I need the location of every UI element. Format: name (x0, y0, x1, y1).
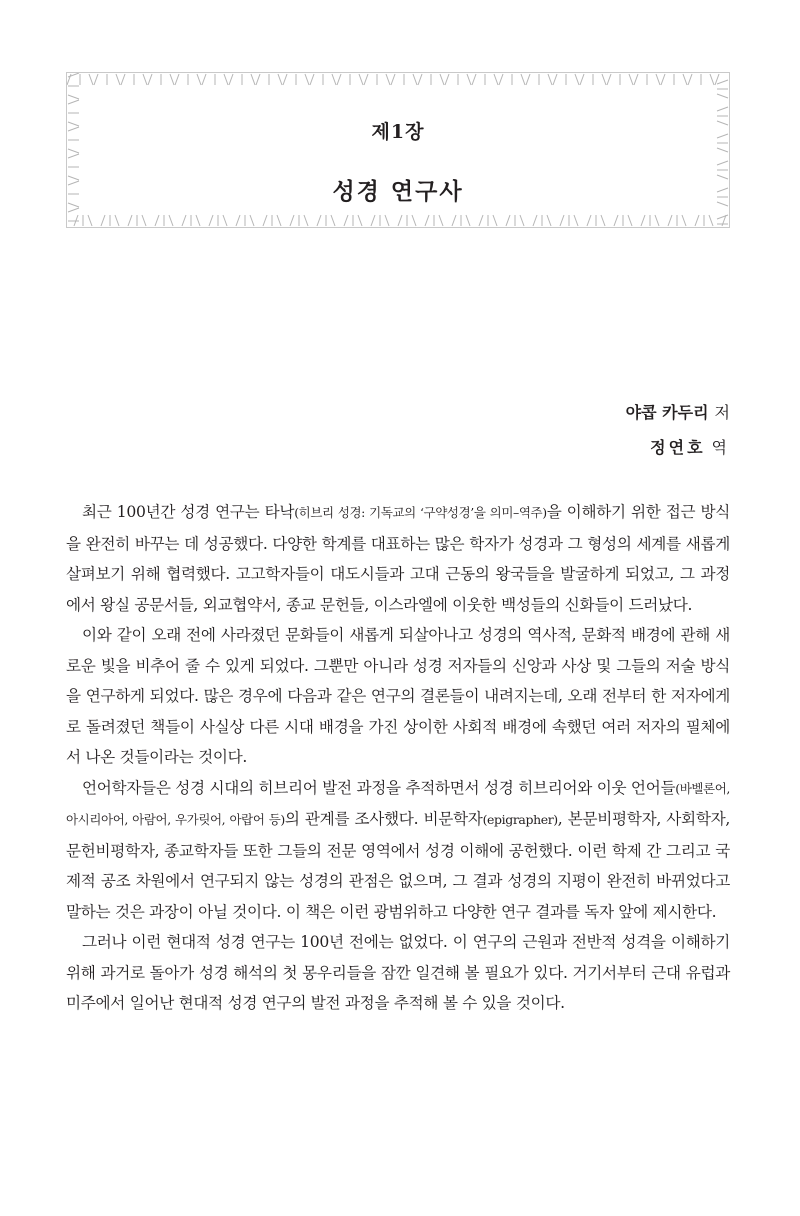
chapter-title: 성경 연구사 (332, 178, 464, 205)
paragraph-1-text-a: 최근 100년간 성경 연구는 타낙 (82, 503, 295, 521)
paragraph-3-note: (바벨론어, 아시리아어, 아람어, 우가릿어, 아랍어 등) (66, 780, 730, 827)
paragraph-3-text-a: 언어학자들은 성경 시대의 히브리어 발전 과정을 추적하면서 성경 히브리어와 이웃 언어들 (82, 778, 676, 797)
author-role: 저 (714, 403, 730, 422)
author-name: 야콥 카두리 (625, 403, 709, 422)
paragraph-1-note: (히브리 성경: 기독교의 ‘구약성경’을 의미–역주) (294, 505, 547, 520)
chapter-number: 제1장 (371, 121, 425, 143)
paragraph-2: 이와 같이 오래 전에 사라졌던 문화들이 새롭게 되살아나고 성경의 역사적, 문화적 배경에 관해 새로운 빛을 비추어 줄 수 있게 되었다. 그뿐만 아니라 성경 저자들의 신앙과 사상 및 그들의 저술 방식을 연구하게 되었다. 많은 경우에 다음과 같은 연구의 결론들이 내려지는데, 오래 전부터 한 저자에게로 돌려졌던 책들이 사실상 다른 시대 배경을 가진 상이한 사회적 배경에 속했던 여러 저자의 필체에서 나온 것들이라는 것이다. (66, 626, 730, 766)
translator-name: 정연호 (650, 438, 706, 457)
paragraph-3-note-2: (epigrapher) (482, 812, 558, 827)
paragraph-3-text-b: 의 관계를 조사했다. 비문학자 (284, 810, 483, 828)
paragraph-4: 그러나 이런 현대적 성경 연구는 100년 전에는 없었다. 이 연구의 근원과 전반적 성격을 이해하기 위해 과거로 돌아가 성경 해석의 첫 몽우리들을 잠깐 일견해 볼 필요가 있다. 거기서부터 근대 유럽과 미주에서 일어난 현대적 성경 연구의 발전 과정을 추적해 볼 수 있을 것이다. (66, 933, 730, 1012)
paragraph-1-text-b: 을 이해하기 위한 접근 방식을 완전히 바꾸는 데 성공했다. 다양한 학계를 대표하는 많은 학자가 성경과 그 형성의 세계를 새롭게 살펴보기 위해 협력했다. 고고학자들이 대도시들과 고대 근동의 왕국들을 발굴하게 되었고, 그 과정에서 왕실 공문서들, 외교협약서, 종교 문헌들, 이스라엘에 이웃한 백성들의 신화들이 드러났다. (66, 503, 731, 614)
translator-byline (650, 435, 730, 458)
body-text (66, 497, 730, 1019)
chapter-heading-box (66, 72, 730, 228)
translator-role: 역 (711, 438, 730, 457)
author-byline (626, 400, 730, 423)
paragraph-3 (66, 773, 730, 928)
paragraph-1 (66, 497, 730, 620)
chapter-heading-inner (81, 87, 715, 213)
paragraph-3-text-c: , 본문비평학자, 사회학자, 문헌비평학자, 종교학자들 또한 그들의 전문 영역에서 성경 이해에 공헌했다. 이런 학제 간 그리고 국제적 공조 차원에서 연구되지 않는 성경의 관점은 없으며, 그 결과 성경의 지평이 완전히 바뀌었다고 말하는 것은 과장이 아닐 것이다. 이 책은 이런 광범위하고 다양한 연구 결과를 독자 앞에 제시한다. (66, 810, 730, 921)
